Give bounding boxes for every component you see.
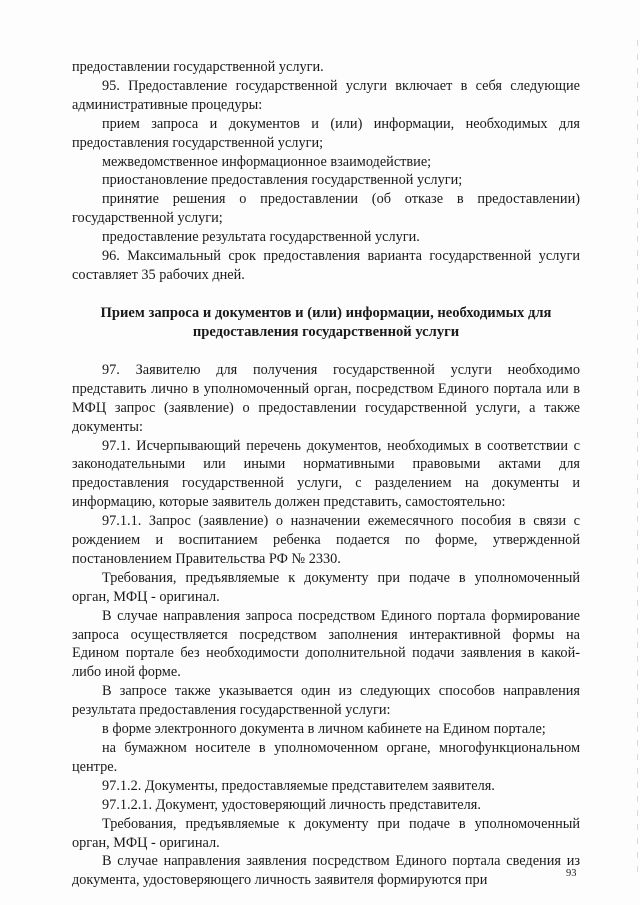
paragraph: предоставление результата государственной услуги.	[102, 229, 420, 246]
paragraph: 95. Предоставление государственной услуги включает в себя следующие административные процедуры:	[72, 77, 580, 113]
paragraph: на бумажном носителе в уполномоченном органе, многофункциональном центре.	[72, 740, 580, 775]
paragraph: Требования, предъявляемые к документу при подаче в уполномоченный орган, МФЦ - оригинал.	[72, 569, 580, 605]
paragraph: 97.1.2.1. Документ, удостоверяющий личность представителя.	[102, 796, 481, 813]
paragraph: принятие решения о предоставлении (об отказе в предоставлении) государственной услуги;	[72, 191, 580, 227]
paragraph: 97.1. Исчерпывающий перечень документов, необходимых в соответствии с законодательными или иными нормативными правовыми актами для предоставления государственной услуги, с разделением на документы и информацию, которые заявитель должен представить, самостоятельно:	[72, 437, 580, 511]
paragraph: 97.1.1. Запрос (заявление) о назначении ежемесячного пособия в связи с рождением и воспитанием ребенка подается по форме, утвержденной постановлением Правительства РФ № 2330.	[72, 513, 580, 567]
section-heading: Прием запроса и документов и (или) информации, необходимых для предоставления государственной услуги	[100, 304, 552, 340]
paragraph: приостановление предоставления государственной услуги;	[102, 172, 463, 189]
paragraph: Требования, предъявляемые к документу при подаче в уполномоченный орган, МФЦ - оригинал.	[72, 815, 580, 851]
page-number: 93	[566, 868, 577, 879]
document-body	[72, 58, 580, 890]
paragraph: В случае направления запроса посредством Единого портала формирование запроса осуществляется посредством заполнения интерактивной формы на Едином портале без необходимости дополнительной подачи заявления в какой-либо иной форме.	[72, 607, 580, 681]
paragraph: предоставлении государственной услуги.	[72, 59, 324, 75]
scan-edge-line	[637, 40, 638, 880]
paragraph: 97.1.2. Документы, предоставляемые представителем заявителя.	[102, 777, 495, 794]
paragraph: 96. Максимальный срок предоставления варианта государственной услуги составляет 35 рабочих дней.	[72, 248, 580, 283]
paragraph: В запросе также указывается один из следующих способов направления результата предоставления государственной услуги:	[72, 683, 580, 719]
paragraph: прием запроса и документов и (или) информации, необходимых для предоставления государственной услуги;	[72, 115, 580, 151]
paragraph: В случае направления заявления посредством Единого портала сведения из документа, удостоверяющего личность заявителя формируются при	[72, 853, 580, 889]
paragraph: межведомственное информационное взаимодействие;	[102, 153, 432, 170]
paragraph: в форме электронного документа в личном кабинете на Едином портале;	[102, 721, 546, 738]
paragraph: 97. Заявителю для получения государственной услуги необходимо представить лично в уполномоченный орган, посредством Единого портала или в МФЦ запрос (заявление) о предоставлении государственной услуги, а также документы:	[72, 361, 580, 435]
